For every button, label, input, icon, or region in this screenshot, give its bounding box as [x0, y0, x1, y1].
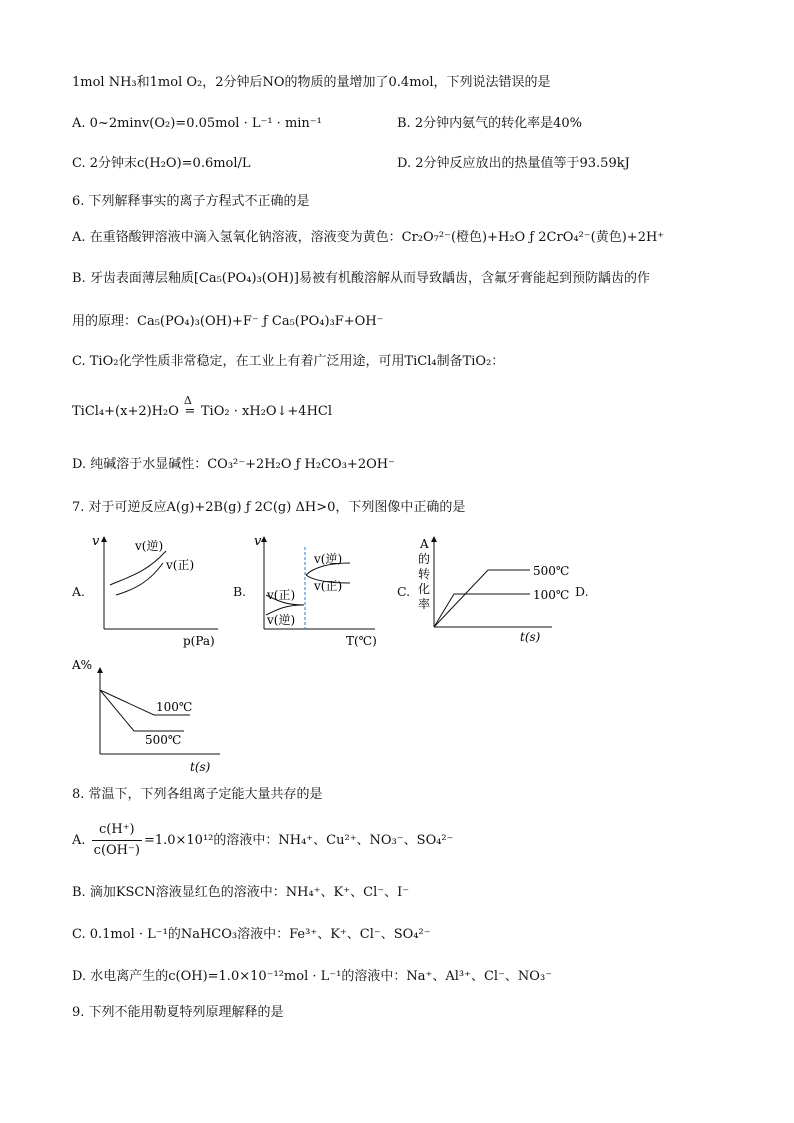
q9-stem: 9. 下列不能用勒夏特列原理解释的是	[72, 1005, 284, 1020]
q7-label-a: A.	[72, 584, 86, 599]
q6-stem: 6. 下列解释事实的离子方程式不正确的是	[72, 194, 310, 209]
y-axis-label-3: 转	[418, 567, 431, 581]
q8-stem: 8. 常温下，下列各组离子定能大量共存的是	[72, 787, 323, 802]
heat-delta-symbol: Δ	[183, 394, 192, 407]
q8-option-b: B. 滴加KSCN溶液显红色的溶液中：NH₄⁺、K⁺、Cl⁻、I⁻	[72, 885, 410, 900]
curve-500c	[434, 570, 530, 627]
q5-option-a: A. 0~2minv(O₂)=0.05mol · L⁻¹ · min⁻¹	[72, 116, 322, 131]
graph-d	[72, 656, 222, 776]
q6-option-b-line1: B. 牙齿表面薄层釉质[Ca₅(PO₄)₃(OH)]易被有机酸溶解从而导致龋齿，含氟牙膏能起到预防龋齿的作	[72, 271, 650, 286]
heat-equals-sign: Δ =	[183, 394, 196, 419]
q7-label-d: D.	[575, 584, 589, 599]
y-axis-label-4: 化	[418, 582, 431, 596]
q7-stem: 7. 对于可逆反应A(g)+2B(g) ƒ 2C(g) ΔH>0，下列图像中正确的是	[72, 500, 466, 515]
label-500c: 500℃	[533, 564, 570, 578]
q7-label-b: B.	[233, 584, 247, 599]
q8-option-a-letter: A.	[72, 833, 86, 848]
curve-v-forward	[116, 563, 163, 595]
fraction-numerator: c(H⁺)	[92, 820, 142, 841]
graph-c	[412, 533, 582, 653]
x-axis-label: T(℃)	[346, 634, 377, 648]
y-axis-label: A%	[72, 658, 93, 672]
q5-option-c: C. 2分钟末c(H₂O)=0.6mol/L	[72, 156, 251, 171]
q6-option-b-line2: 用的原理：Ca₅(PO₄)₃(OH)+F⁻ ƒ Ca₅(PO₄)₃F+OH⁻	[72, 314, 384, 329]
q8-option-a-rest: =1.0×10¹²的溶液中：NH₄⁺、Cu²⁺、NO₃⁻、SO₄²⁻	[143, 833, 454, 848]
concentration-ratio	[92, 820, 142, 861]
x-axis-label: t(s)	[190, 760, 211, 774]
equation-products: TiO₂ · xH₂O↓+4HCl	[200, 404, 333, 419]
label-v-reverse-before: v(逆)	[267, 613, 296, 627]
q5-option-b: B. 2分钟内氨气的转化率是40%	[397, 116, 582, 131]
label-v-forward-before: v(正)	[267, 588, 296, 602]
x-axis-label: p(Pa)	[183, 634, 215, 648]
label-100c: 100℃	[533, 588, 570, 602]
curve-label-reverse: v(逆)	[135, 539, 164, 553]
y-axis-label-5: 率	[418, 597, 431, 611]
q5-option-d: D. 2分钟反应放出的热量值等于93.59kJ	[397, 156, 630, 171]
y-axis-label: v	[92, 534, 100, 549]
q8-option-a	[72, 820, 454, 861]
curve-100c	[434, 594, 530, 627]
q8-option-c: C. 0.1mol · L⁻¹的NaHCO₃溶液中：Fe³⁺、K⁺、Cl⁻、SO₄²⁻	[72, 927, 431, 942]
equation-reactants: TiCl₄+(x+2)H₂O	[72, 404, 179, 419]
q5-stem: 1mol NH₃和1mol O₂，2分钟后NO的物质的量增加了0.4mol，下列说法错误的是	[72, 75, 551, 90]
x-axis-label: t(s)	[520, 630, 541, 644]
q7-label-c: C.	[397, 584, 411, 599]
fraction-denominator: c(OH⁻)	[93, 843, 140, 858]
y-axis-label-1: A	[420, 537, 429, 551]
q8-option-d: D. 水电离产生的c(OH)=1.0×10⁻¹²mol · L⁻¹的溶液中：Na⁺、Al³⁺、Cl⁻、NO₃⁻	[72, 969, 553, 984]
curve-label-forward: v(正)	[166, 558, 195, 572]
label-v-forward-after: v(正)	[314, 579, 343, 593]
label-v-reverse-after: v(逆)	[314, 552, 343, 566]
q6-option-c-line1: C. TiO₂化学性质非常稳定，在工业上有着广泛用途，可用TiCl₄制备TiO₂：	[72, 354, 505, 369]
y-axis-label: v	[254, 534, 262, 549]
graph-a	[88, 533, 228, 653]
q6-option-d: D. 纯碱溶于水显碱性：CO₃²⁻+2H₂O ƒ H₂CO₃+2OH⁻	[72, 457, 395, 472]
q6-option-c-equation	[72, 394, 333, 421]
label-500c: 500℃	[145, 733, 182, 747]
label-100c: 100℃	[156, 700, 193, 714]
curve-v-reverse	[110, 551, 166, 585]
q6-option-a: A. 在重铬酸钾溶液中滴入氢氧化钠溶液，溶液变为黄色：Cr₂O₇²⁻(橙色)+H₂O ƒ 2CrO₄²⁻(黄色)+2H⁺	[72, 230, 665, 245]
graph-b	[250, 533, 390, 653]
y-axis-label-2: 的	[418, 552, 431, 566]
